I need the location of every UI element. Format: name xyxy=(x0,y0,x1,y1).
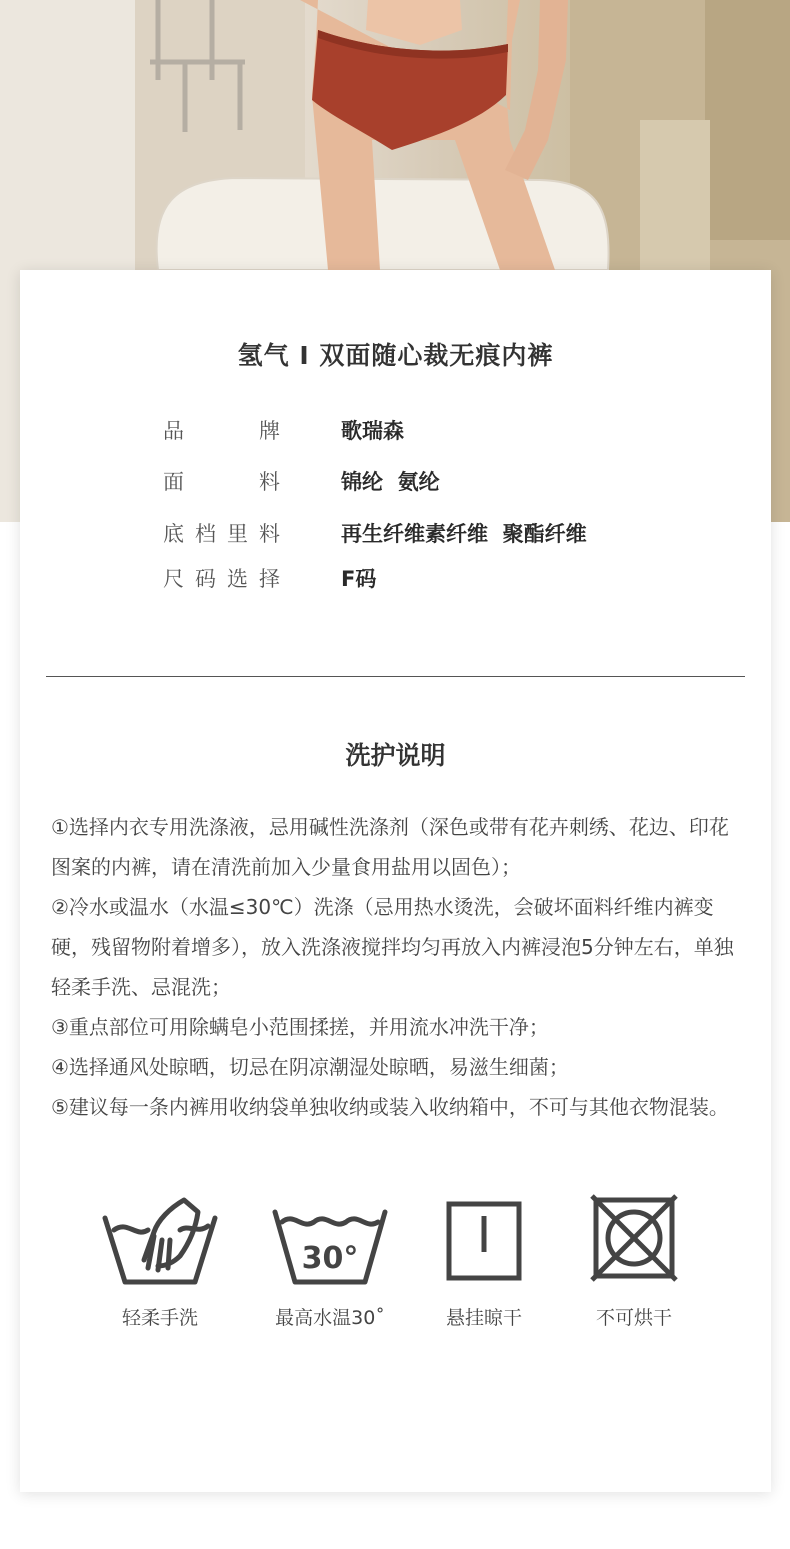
no-tumble-dry-icon xyxy=(559,1190,709,1285)
care-icons xyxy=(20,1190,771,1340)
icon-label: 最高水温30˚ xyxy=(275,1307,385,1329)
care-instruction-item: ⑤建议每一条内裤用收纳袋单独收纳或装入收纳箱中，不可与其他衣物混装。 xyxy=(51,1095,729,1119)
spec-value: F码 xyxy=(341,567,377,591)
wash-30-icon xyxy=(255,1190,405,1285)
care-instruction-item: ②冷水或温水（水温≤30℃）洗涤（忌用热水烫洗，会破坏面料纤维内裤变硬，残留物附着增多），放入洗涤液搅拌均匀再放入内裤浸泡5分钟左右，单独轻柔手洗、忌混洗； xyxy=(51,895,734,999)
spec-label: 底档里料 xyxy=(163,522,280,546)
spec-label: 尺码选择 xyxy=(163,567,280,591)
icon-label: 悬挂晾干 xyxy=(445,1307,522,1329)
care-icon-item xyxy=(85,1190,235,1330)
care-icon-item xyxy=(409,1190,559,1330)
hand-wash-icon xyxy=(85,1190,235,1285)
care-instruction-item: ①选择内衣专用洗涤液，忌用碱性洗涤剂（深色或带有花卉刺绣、花边、印花图案的内裤，请在清洗前加入少量食用盐用以固色）； xyxy=(51,815,729,879)
care-icon-item xyxy=(255,1190,405,1330)
spec-value: 再生纤维素纤维 聚酯纤维 xyxy=(341,522,587,546)
spec-value: 歌瑞森 xyxy=(341,419,404,443)
section-divider xyxy=(46,676,745,677)
spec-value: 锦纶 氨纶 xyxy=(341,470,440,494)
wash-temp-symbol: 30° xyxy=(301,1241,359,1276)
care-instructions xyxy=(51,807,741,1127)
icon-label: 轻柔手洗 xyxy=(121,1307,198,1329)
care-instruction-item: ③重点部位可用除螨皂小范围揉搓，并用流水冲洗干净； xyxy=(51,1015,549,1039)
care-instruction-item: ④选择通风处晾晒，切忌在阴凉潮湿处晾晒，易滋生细菌； xyxy=(51,1055,569,1079)
icon-label: 不可烘干 xyxy=(595,1307,672,1329)
care-title: 洗护说明 xyxy=(345,741,446,770)
product-title: 氢气 I 双面随心裁无痕内裤 xyxy=(237,341,554,370)
care-icon-item xyxy=(559,1190,709,1330)
spec-label: 品牌 xyxy=(163,419,280,443)
spec-label: 面料 xyxy=(163,470,280,494)
line-dry-icon xyxy=(409,1190,559,1285)
product-info-card xyxy=(20,270,771,1492)
